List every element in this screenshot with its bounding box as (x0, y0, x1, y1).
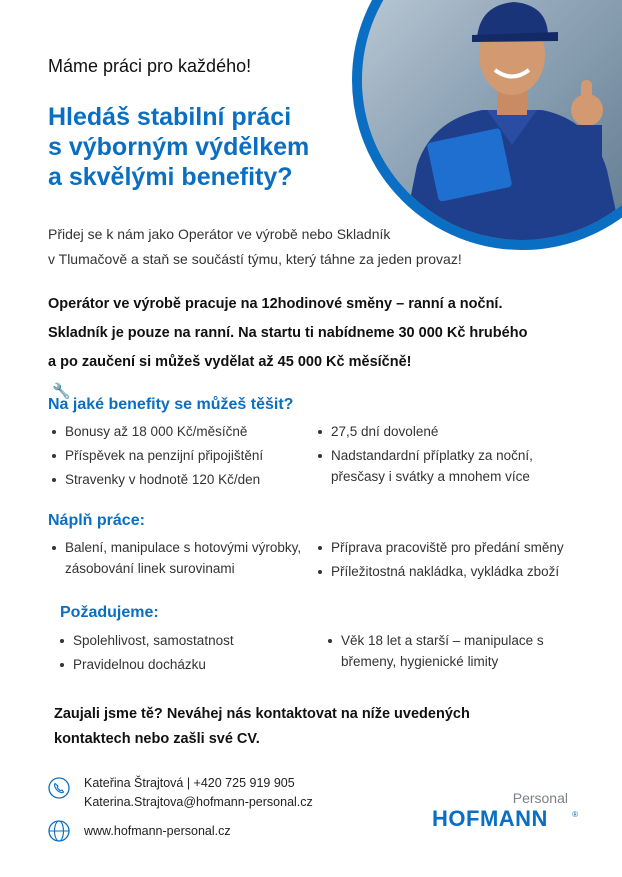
info-line: a po zaučení si můžeš vydělat až 45 000 Kč měsíčně! 🔧 (48, 348, 578, 406)
website-link[interactable]: www.hofmann-personal.cz (84, 824, 231, 838)
list-item: Příspěvek na penzijní připojištění (52, 445, 312, 466)
logo-subtitle: Personal (512, 790, 568, 806)
requirements-title: Požadujeme: (60, 604, 159, 621)
info-line: Skladník je pouze na ranní. Na startu ti nabídneme 30 000 Kč hrubého (48, 325, 528, 341)
list-item: Příležitostná nakládka, vykládka zboží (318, 561, 588, 582)
intro-line: Přidej se k nám jako Operátor ve výrobě nebo Skladník (48, 226, 391, 242)
shift-salary-info (48, 290, 578, 406)
job-list-left (52, 537, 312, 582)
info-line: Operátor ve výrobě pracuje na 12hodinové směny – ranní a noční. (48, 296, 503, 312)
list-item: Bonusy až 18 000 Kč/měsíčně (52, 421, 312, 442)
job-list-right (318, 537, 588, 585)
job-title: Náplň práce: (48, 512, 145, 529)
list-item: Nadstandardní příplatky za noční, přesčasy i svátky a mnohem více (318, 445, 568, 487)
list-item: Pravidelnou docházku (60, 654, 310, 675)
list-item: Stravenky v hodnotě 120 Kč/den (52, 469, 312, 490)
tagline: Máme práci pro každého! (48, 56, 252, 76)
requirements-list-left (60, 630, 310, 678)
headline (48, 102, 378, 192)
intro-text (48, 222, 568, 272)
headline-line: Hledáš stabilní práci (48, 103, 292, 131)
list-item: Spolehlivost, samostatnost (60, 630, 310, 651)
cta-line: Zaujali jsme tě? Neváhej nás kontaktovat na níže uvedených (54, 706, 470, 722)
contact-details (84, 774, 313, 812)
headline-line: a skvělými benefity? (48, 163, 293, 191)
hofmann-logo (430, 790, 580, 838)
registered-mark: ® (572, 810, 578, 819)
globe-icon (48, 820, 70, 842)
wrench-icon: 🔧 (52, 383, 71, 400)
phone-icon (48, 777, 70, 799)
benefits-list-left (52, 421, 312, 493)
hero-photo (352, 0, 622, 250)
benefits-list-right (318, 421, 568, 490)
contact-name-phone: Kateřina Štrajtová | +420 725 919 905 (84, 776, 295, 790)
call-to-action (54, 702, 574, 752)
list-item: 27,5 dní dovolené (318, 421, 568, 442)
logo-wordmark: HOFMANN (432, 806, 548, 831)
list-item: Věk 18 let a starší – manipulace s břemeny, hygienické limity (328, 630, 568, 672)
list-item: Balení, manipulace s hotovými výrobky, zásobování linek surovinami (52, 537, 312, 579)
contact-email[interactable]: Katerina.Strajtova@hofmann-personal.cz (84, 795, 313, 809)
intro-line: v Tlumačově a staň se součástí týmu, který táhne za jeden provaz! (48, 251, 462, 267)
headline-line: s výborným výdělkem (48, 133, 310, 161)
cta-line: kontaktech nebo zašli své CV. (54, 731, 260, 747)
list-item: Příprava pracoviště pro předání směny (318, 537, 588, 558)
requirements-list-right (328, 630, 568, 675)
benefits-title: Na jaké benefity se můžeš těšit? (48, 396, 294, 413)
worker-illustration (362, 0, 622, 240)
